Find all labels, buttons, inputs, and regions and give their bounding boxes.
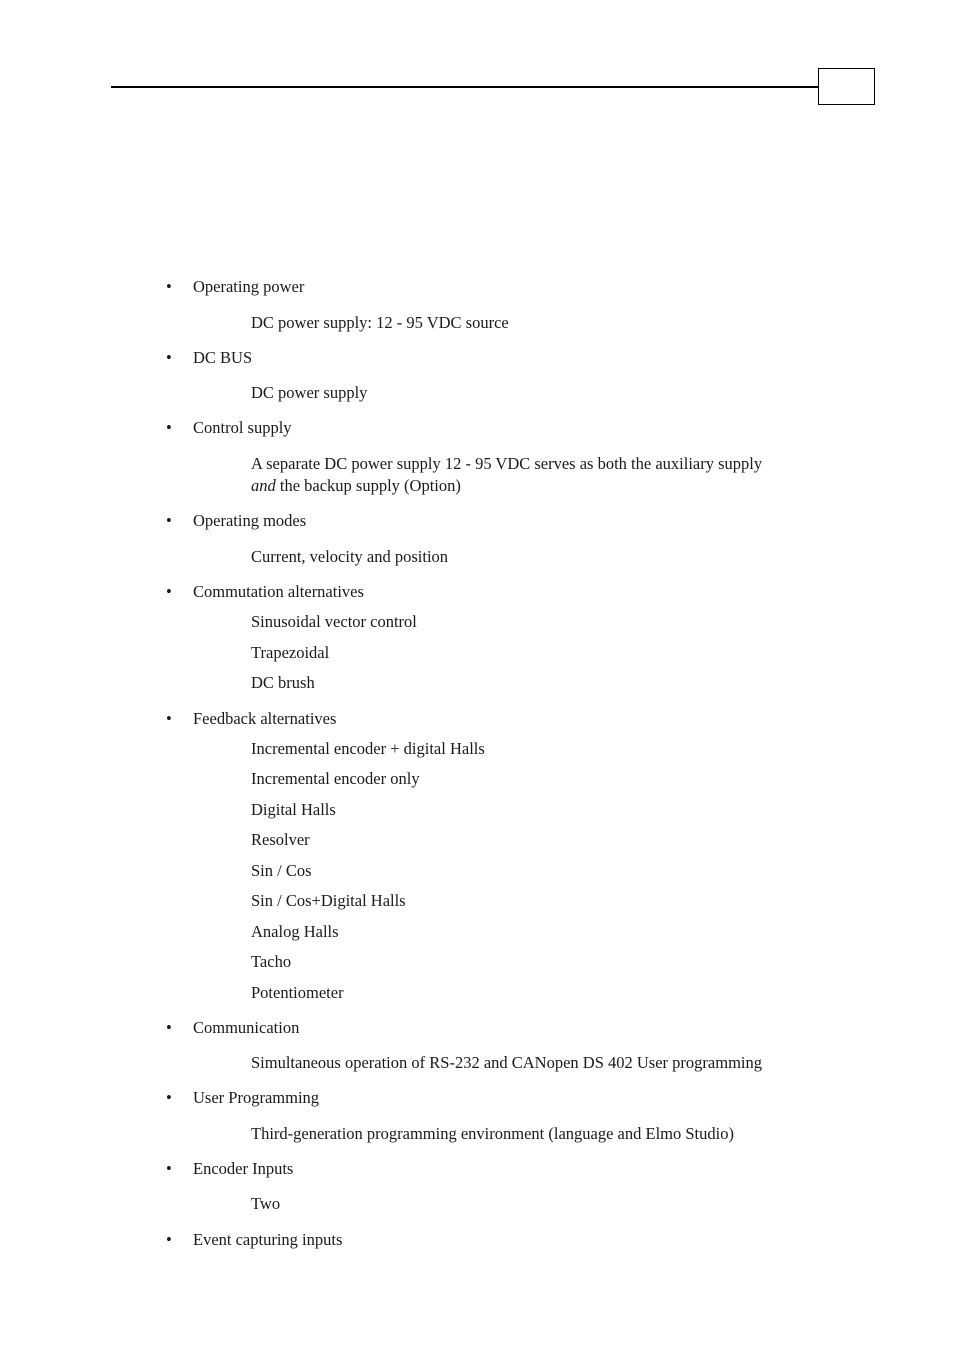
control-supply-paragraph xyxy=(251,453,841,497)
bullet-icon: • xyxy=(166,511,172,530)
list-item-detail: Incremental encoder only xyxy=(251,769,420,788)
list-item-label: DC BUS xyxy=(193,348,253,367)
list-item-detail: Trapezoidal xyxy=(251,643,330,662)
bullet-icon: • xyxy=(166,1018,172,1037)
list-item-label: Encoder Inputs xyxy=(193,1159,294,1178)
list-item-label: Control supply xyxy=(193,418,292,437)
list-item-detail: DC power supply: 12 - 95 VDC source xyxy=(251,313,509,332)
list-item-detail: Sin / Cos xyxy=(251,861,312,880)
list-item-detail: Analog Halls xyxy=(251,922,339,941)
bullet-icon: • xyxy=(166,418,172,437)
list-item-label: Commutation alternatives xyxy=(193,582,364,601)
list-item-label: Event capturing inputs xyxy=(193,1230,343,1249)
list-item-detail: DC power supply xyxy=(251,383,368,402)
list-item-detail: Tacho xyxy=(251,952,292,971)
list-item-detail: Simultaneous operation of RS-232 and CANopen DS 402 User programming xyxy=(251,1053,762,1072)
paragraph-text: A separate DC power supply 12 - 95 VDC serves as both the auxiliary supply xyxy=(251,454,763,473)
paragraph-emphasis: and xyxy=(251,476,276,495)
list-item-detail: Third-generation programming environment (language and Elmo Studio) xyxy=(251,1124,734,1143)
paragraph-text-end: the backup supply (Option) xyxy=(275,476,461,495)
bullet-icon: • xyxy=(166,1159,172,1178)
list-item-label: Operating modes xyxy=(193,511,307,530)
bullet-icon: • xyxy=(166,582,172,601)
bullet-icon: • xyxy=(166,1230,172,1249)
list-item-label: Feedback alternatives xyxy=(193,709,337,728)
list-item-label: Communication xyxy=(193,1018,300,1037)
list-item-detail: Resolver xyxy=(251,830,310,849)
list-item-detail: Current, velocity and position xyxy=(251,547,449,566)
bullet-icon: • xyxy=(166,1088,172,1107)
bullet-icon: • xyxy=(166,348,172,367)
list-item-detail: Sin / Cos+Digital Halls xyxy=(251,891,406,910)
bullet-icon: • xyxy=(166,277,172,296)
list-item-detail: Digital Halls xyxy=(251,800,336,819)
list-item-label: User Programming xyxy=(193,1088,320,1107)
list-item-label: Operating power xyxy=(193,277,305,296)
list-item-detail: Sinusoidal vector control xyxy=(251,612,417,631)
list-item-detail: Incremental encoder + digital Halls xyxy=(251,739,485,758)
bullet-icon: • xyxy=(166,709,172,728)
list-item-detail: Two xyxy=(251,1194,281,1213)
list-item-detail: DC brush xyxy=(251,673,315,692)
list-item-detail: Potentiometer xyxy=(251,983,344,1002)
